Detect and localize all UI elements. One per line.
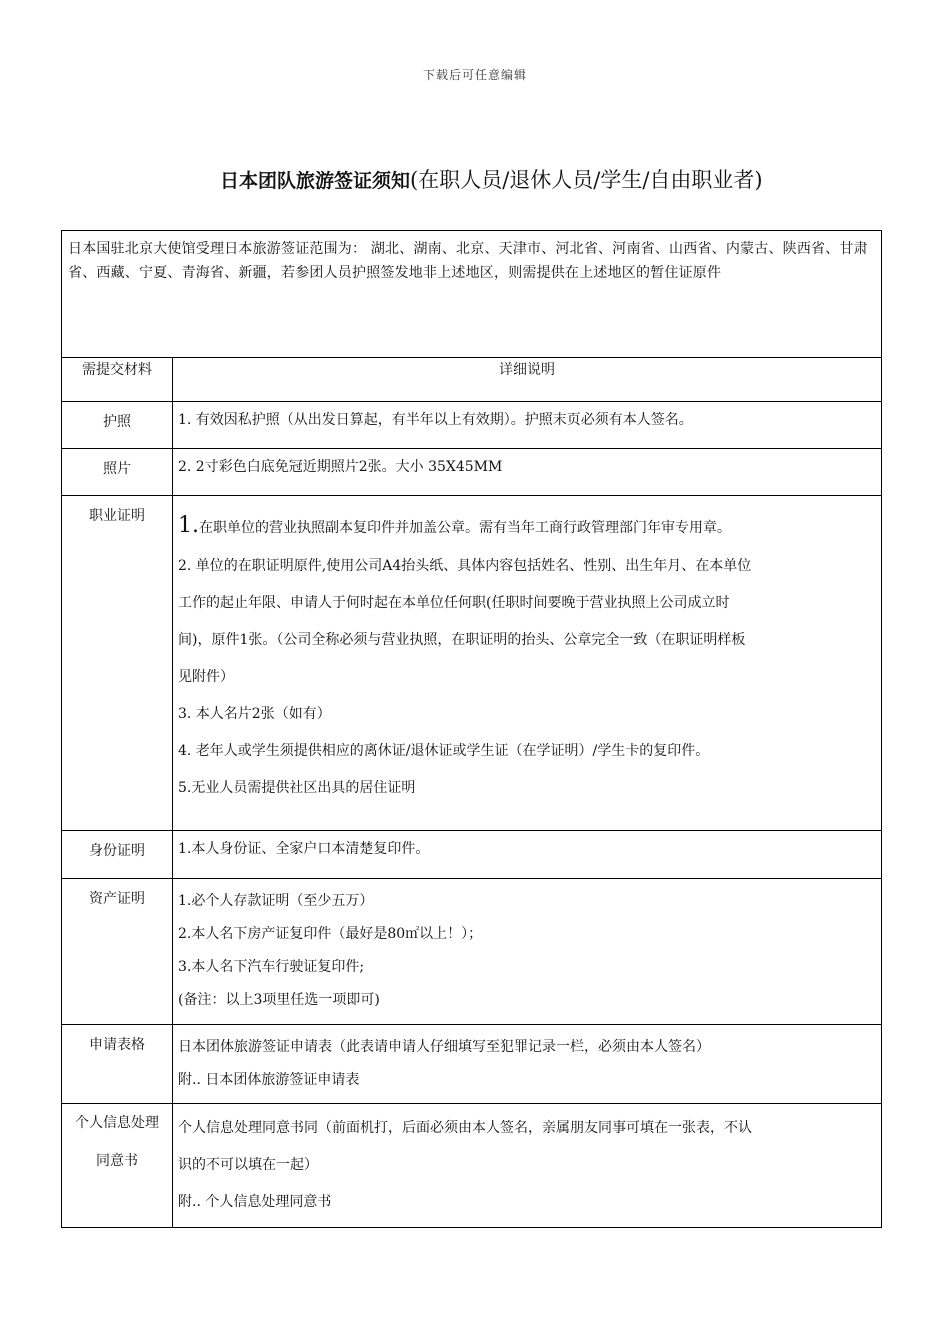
- asset-line: 2.本人名下房产证复印件（最好是80㎡以上！）；: [178, 926, 483, 942]
- job-item-2-line: 工作的起止年限、申请人于何时起在本单位任何职(任职时间要晚于营业执照上公司成立时: [178, 595, 730, 611]
- job-item-4: 4. 老年人或学生须提供相应的离休证/退休证或学生证（在学证明）/学生卡的复印件。: [178, 743, 710, 759]
- asset-line: 1.必个人存款证明（至少五万）: [178, 893, 374, 909]
- table-row-consent: [62, 1104, 882, 1228]
- consent-line: 识的不可以填在一起）: [178, 1157, 318, 1173]
- form-attachment: 附.. 日本团体旅游签证申请表: [178, 1072, 360, 1088]
- intro-text: 日本国驻北京大使馆受理日本旅游签证范围为： 湖北、湖南、北京、天津市、河北省、河南省、山西省、内蒙古、陕西省、甘肃省、西藏、宁夏、青海省、新疆，若参团人员护照签发地非上述地区，则需提供在上述地区的暂住证原件: [62, 231, 882, 358]
- table-row-photo: [62, 449, 882, 496]
- document-title-sub: (在职人员/退休人员/学生/自由职业者): [410, 168, 763, 192]
- table-row-application-form: [62, 1025, 882, 1104]
- row-label-photo: 照片: [62, 449, 173, 496]
- row-detail-application-form: [173, 1025, 882, 1104]
- row-label-job-proof: 职业证明: [62, 496, 173, 831]
- job-item-1-number: 1.: [178, 513, 199, 538]
- consent-label-line: 同意书: [96, 1153, 138, 1169]
- job-item-5: 5.无业人员需提供社区出具的居住证明: [178, 780, 416, 796]
- table-header-row: [62, 358, 882, 402]
- requirements-table: [61, 230, 882, 1228]
- table-row-job-proof: [62, 496, 882, 831]
- consent-line: 个人信息处理同意书同（前面机打，后面必须由本人签名，亲属朋友同事可填在一张表，不认: [178, 1120, 752, 1136]
- intro-row: [62, 231, 882, 358]
- column-header-detail: 详细说明: [173, 358, 882, 402]
- consent-label-line: 个人信息处理: [75, 1115, 159, 1131]
- page-header-note: 下载后可任意编辑: [422, 68, 527, 82]
- row-detail-passport: 1. 有效因私护照（从出发日算起，有半年以上有效期）。护照末页必须有本人签名。: [173, 402, 882, 449]
- row-detail-photo: 2. 2寸彩色白底免冠近期照片2张。大小 35X45MM: [173, 449, 882, 496]
- job-item-3: 3. 本人名片2张（如有）: [178, 706, 331, 722]
- document-title-main: 日本团队旅游签证须知: [220, 170, 411, 192]
- table-row-id-proof: [62, 831, 882, 879]
- row-label-id-proof: 身份证明: [62, 831, 173, 879]
- row-detail-job-proof: [173, 496, 882, 831]
- asset-note: (备注：以上3项里任选一项即可): [178, 992, 380, 1008]
- asset-line: 3.本人名下汽车行驶证复印件;: [178, 959, 365, 975]
- document-title: [220, 164, 763, 194]
- row-label-passport: 护照: [62, 402, 173, 449]
- job-item-2-line: 间)，原件1张。（公司全称必须与营业执照，在职证明的抬头、公章完全一致（在职证明样板: [178, 632, 746, 648]
- row-label-asset-proof: 资产证明: [62, 879, 173, 1025]
- job-item-1-text: 在职单位的营业执照副本复印件并加盖公章。需有当年工商行政管理部门年审专用章。: [199, 520, 731, 536]
- column-header-material: 需提交材料: [62, 358, 173, 402]
- row-detail-id-proof: 1.本人身份证、全家户口本清楚复印件。: [173, 831, 882, 879]
- row-detail-consent: [173, 1104, 882, 1228]
- job-item-1: [178, 506, 875, 548]
- table-row-asset-proof: [62, 879, 882, 1025]
- form-line: 日本团体旅游签证申请表（此表请申请人仔细填写至犯罪记录一栏，必须由本人签名）: [178, 1039, 710, 1055]
- job-item-2-line: 见附件）: [178, 669, 234, 685]
- row-label-application-form: 申请表格: [62, 1025, 173, 1104]
- row-detail-asset-proof: [173, 879, 882, 1025]
- job-item-2-line: 2. 单位的在职证明原件,使用公司A4抬头纸、具体内容包括姓名、性别、出生年月、在本单位: [178, 558, 752, 574]
- consent-attachment: 附.. 个人信息处理同意书: [178, 1194, 332, 1210]
- row-label-consent: [62, 1104, 173, 1228]
- table-row-passport: [62, 402, 882, 449]
